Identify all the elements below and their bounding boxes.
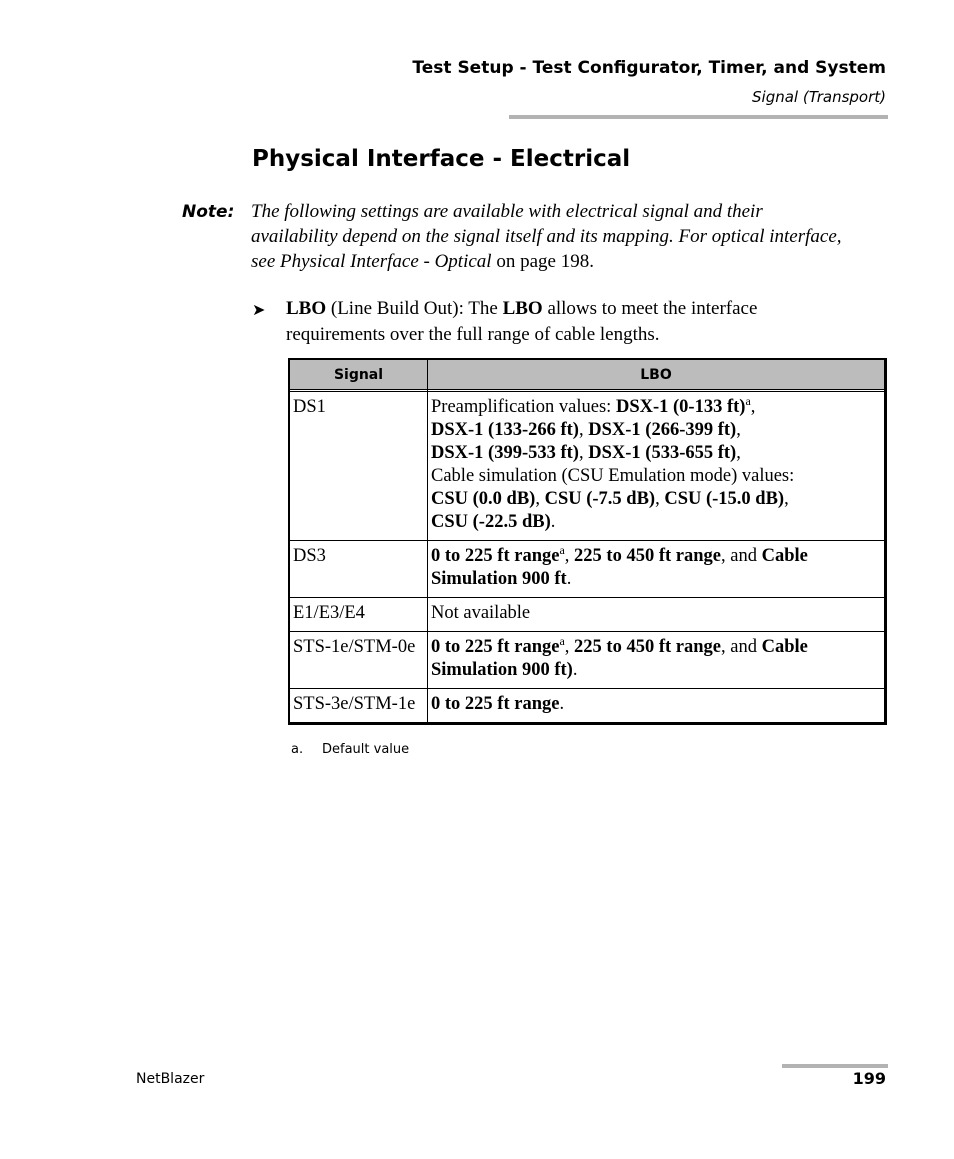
footnote-ref: a [559, 542, 565, 557]
signal-cell: DS1 [289, 392, 428, 541]
lbo-table [288, 358, 887, 725]
note-label: Note: [182, 202, 235, 222]
lbo-cell: 0 to 225 ft range$^a$, 225 to 450 ft range, and Cable Simulation 900 ft. [428, 541, 886, 598]
lbo-cell: 0 to 225 ft range. [428, 689, 886, 724]
signal-cell: DS3 [289, 541, 428, 598]
column-header-lbo: LBO [428, 359, 886, 390]
column-header-signal: Signal [289, 359, 428, 390]
bullet-text: LBO (Line Build Out): The LBO allows to meet the interface requirements over the full range of cable lengths. [286, 298, 758, 345]
note-text [251, 199, 851, 274]
table-row [289, 598, 886, 632]
footer-rule [782, 1064, 888, 1068]
table-row [289, 541, 886, 598]
table-footnote [291, 742, 409, 757]
page-number: 199 [852, 1069, 886, 1088]
header-rule [509, 115, 888, 119]
note-text-italic: The following settings are available with electrical signal and their availability depend on the signal itself and its mapping. For optical interface, see Physical Interface - Optical [251, 201, 842, 272]
footnote-ref: a [559, 633, 565, 648]
table-row [289, 632, 886, 689]
lbo-cell: 0 to 225 ft range$^a$, 225 to 450 ft range, and Cable Simulation 900 ft). [428, 632, 886, 689]
footnote-label: a. [291, 742, 304, 757]
table-header-row [289, 359, 886, 390]
lbo-cell: Preamplification values: DSX-1 (0-133 ft)$^a$, DSX-1 (133-266 ft), DSX-1 (266-399 ft), DSX-1 (399-533 ft), DSX-1 (533-655 ft), Cable simulation (CSU Emulation mode) values: CSU (0.0 dB), CSU (-7.5 dB), CSU (-15.0 dB), CSU (-22.5 dB). [428, 392, 886, 541]
bullet-arrow-icon: ➤ [252, 302, 266, 319]
bullet-term-2: LBO [502, 298, 543, 319]
running-header-subtitle: Signal (Transport) [752, 88, 886, 106]
footer-product-name: NetBlazer [136, 1071, 205, 1087]
table-row [289, 392, 886, 541]
signal-cell: STS-1e/STM-0e [289, 632, 428, 689]
signal-cell: STS-3e/STM-1e [289, 689, 428, 724]
bullet-term: LBO [286, 298, 327, 319]
running-header-title: Test Setup - Test Configurator, Timer, and System [412, 58, 886, 78]
table-row [289, 689, 886, 724]
lbo-cell: Not available [428, 598, 886, 632]
footnote-ref: a [745, 393, 751, 408]
signal-cell: E1/E3/E4 [289, 598, 428, 632]
footnote-text: Default value [322, 742, 410, 757]
section-heading: Physical Interface - Electrical [252, 146, 631, 172]
note-page-reference: on page 198. [491, 251, 594, 272]
